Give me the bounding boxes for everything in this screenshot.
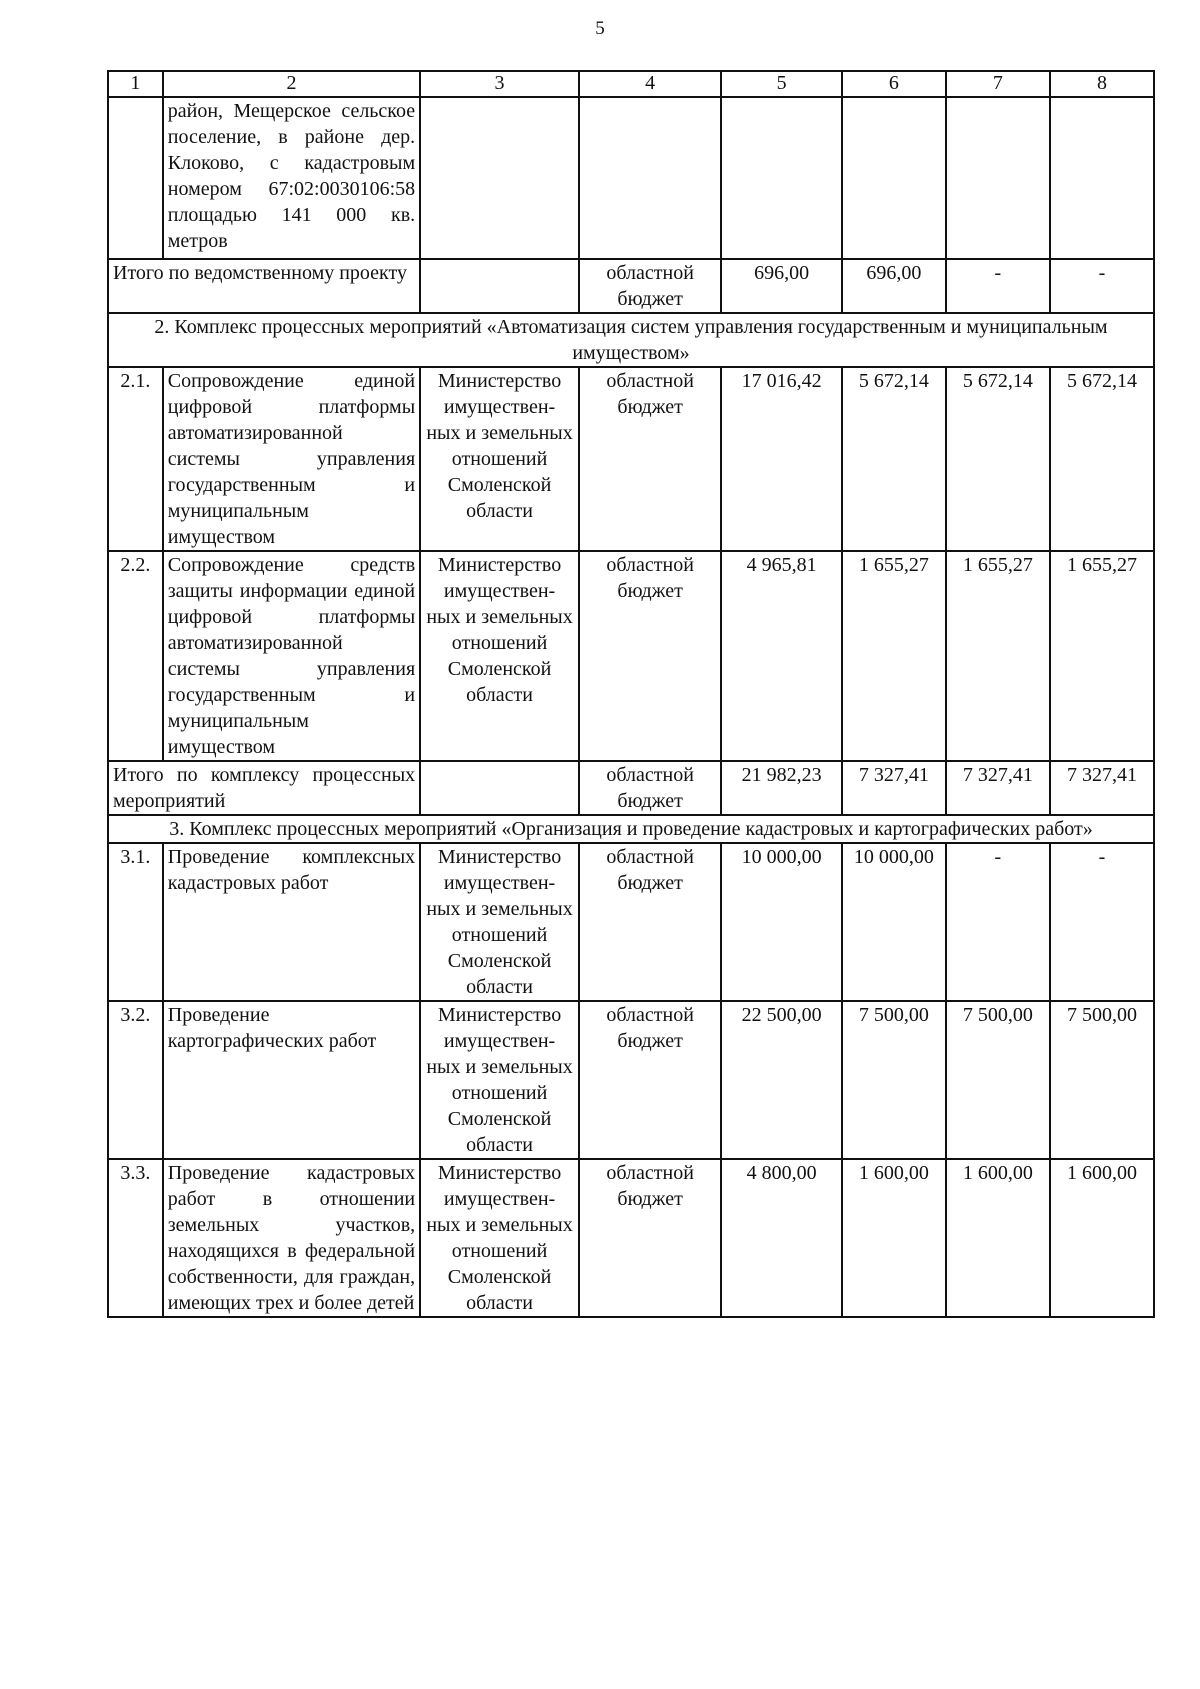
row-source: областной бюджет xyxy=(579,1001,721,1159)
row-number: 3.1. xyxy=(108,843,163,1001)
row-year-1: 10 000,00 xyxy=(842,843,946,1001)
row-executor: Министерство имуществен- ных и земельных отношений Смоленской области xyxy=(420,843,579,1001)
row-executor: Министерство имуществен- ных и земельных отношений Смоленской области xyxy=(420,1001,579,1159)
total-sum: 696,00 xyxy=(721,259,841,313)
section-title: 3. Комплекс процессных мероприятий «Организация и проведение кадастровых и картографических работ» xyxy=(108,815,1154,843)
total-label: Итого по ведомственному проекту xyxy=(108,259,420,313)
row-number: 3.3. xyxy=(108,1159,163,1317)
total-year-1: 7 327,41 xyxy=(842,761,946,815)
row-year-2: - xyxy=(946,843,1050,1001)
row-executor: Министерство имуществен- ных и земельных отношений Смоленской области xyxy=(420,1159,579,1317)
budget-table xyxy=(107,70,1155,1318)
row-name: Сопровождение средств защиты информации единой цифровой платформы автоматизированной системы управления государственным и муниципальным имуществом xyxy=(163,551,420,761)
row-year-1: 1 655,27 xyxy=(842,551,946,761)
total-row xyxy=(108,259,1154,313)
row-total: 22 500,00 xyxy=(721,1001,841,1159)
column-number: 3 xyxy=(420,71,579,97)
table-row xyxy=(108,551,1154,761)
total-year-2: 7 327,41 xyxy=(946,761,1050,815)
section-row xyxy=(108,815,1154,843)
row-total: 10 000,00 xyxy=(721,843,841,1001)
column-number: 7 xyxy=(946,71,1050,97)
row-year-3: 5 672,14 xyxy=(1050,367,1154,551)
row-total: 4 800,00 xyxy=(721,1159,841,1317)
row-executor: Министерство имуществен- ных и земельных отношений Смоленской области xyxy=(420,551,579,761)
row-year-3: 1 600,00 xyxy=(1050,1159,1154,1317)
row-total: 4 965,81 xyxy=(721,551,841,761)
column-number: 1 xyxy=(108,71,163,97)
table-row xyxy=(108,1159,1154,1317)
row-year-2: 5 672,14 xyxy=(946,367,1050,551)
column-number: 5 xyxy=(721,71,841,97)
total-label: Итого по комплексу процессных мероприятий xyxy=(108,761,420,815)
total-year-3: - xyxy=(1050,259,1154,313)
row-executor xyxy=(420,97,579,259)
row-total: 17 016,42 xyxy=(721,367,841,551)
row-year-1: 1 600,00 xyxy=(842,1159,946,1317)
column-number-row xyxy=(108,71,1154,97)
row-executor: Министерство имуществен- ных и земельных отношений Смоленской области xyxy=(420,367,579,551)
row-year-1: 7 500,00 xyxy=(842,1001,946,1159)
table-row xyxy=(108,1001,1154,1159)
row-year-2: 1 655,27 xyxy=(946,551,1050,761)
row-name: Проведение комплексных кадастровых работ xyxy=(163,843,420,1001)
page-number: 5 xyxy=(595,18,605,39)
row-executor xyxy=(420,761,579,815)
table-row xyxy=(108,97,1154,259)
row-year-3: 1 655,27 xyxy=(1050,551,1154,761)
row-source: областной бюджет xyxy=(579,1159,721,1317)
row-year-2: 1 600,00 xyxy=(946,1159,1050,1317)
row-year-2: 7 500,00 xyxy=(946,1001,1050,1159)
total-sum: 21 982,23 xyxy=(721,761,841,815)
table-row xyxy=(108,843,1154,1001)
total-year-3: 7 327,41 xyxy=(1050,761,1154,815)
column-number: 4 xyxy=(579,71,721,97)
row-source: областной бюджет xyxy=(579,551,721,761)
row-name: Проведение картографических работ xyxy=(163,1001,420,1159)
section-title: 2. Комплекс процессных мероприятий «Автоматизация систем управления государственным и муниципальным имуществом» xyxy=(108,313,1154,367)
row-year-3: 7 500,00 xyxy=(1050,1001,1154,1159)
row-year-1 xyxy=(842,97,946,259)
row-year-3 xyxy=(1050,97,1154,259)
column-number: 2 xyxy=(163,71,420,97)
row-year-3: - xyxy=(1050,843,1154,1001)
column-number: 8 xyxy=(1050,71,1154,97)
total-row xyxy=(108,761,1154,815)
row-source: областной бюджет xyxy=(579,843,721,1001)
row-year-1: 5 672,14 xyxy=(842,367,946,551)
total-source: областной бюджет xyxy=(579,259,721,313)
row-executor xyxy=(420,259,579,313)
row-source: областной бюджет xyxy=(579,367,721,551)
row-number xyxy=(108,97,163,259)
section-row xyxy=(108,313,1154,367)
row-name: Сопровождение единой цифровой платформы автоматизированной системы управления государственным и муниципальным имуществом xyxy=(163,367,420,551)
row-name: Проведение кадастровых работ в отношении земельных участков, находящихся в федеральной собственности, для граждан, имеющих трех и более детей xyxy=(163,1159,420,1317)
row-number: 2.2. xyxy=(108,551,163,761)
row-number: 3.2. xyxy=(108,1001,163,1159)
row-total xyxy=(721,97,841,259)
column-number: 6 xyxy=(842,71,946,97)
row-number: 2.1. xyxy=(108,367,163,551)
row-year-2 xyxy=(946,97,1050,259)
total-year-1: 696,00 xyxy=(842,259,946,313)
total-year-2: - xyxy=(946,259,1050,313)
table-row xyxy=(108,367,1154,551)
row-name: район, Мещерское сельское поселение, в районе дер. Клоково, с кадастровым номером 67:02:0030106:58 площадью 141 000 кв. метров xyxy=(163,97,420,259)
total-source: областной бюджет xyxy=(579,761,721,815)
row-source xyxy=(579,97,721,259)
